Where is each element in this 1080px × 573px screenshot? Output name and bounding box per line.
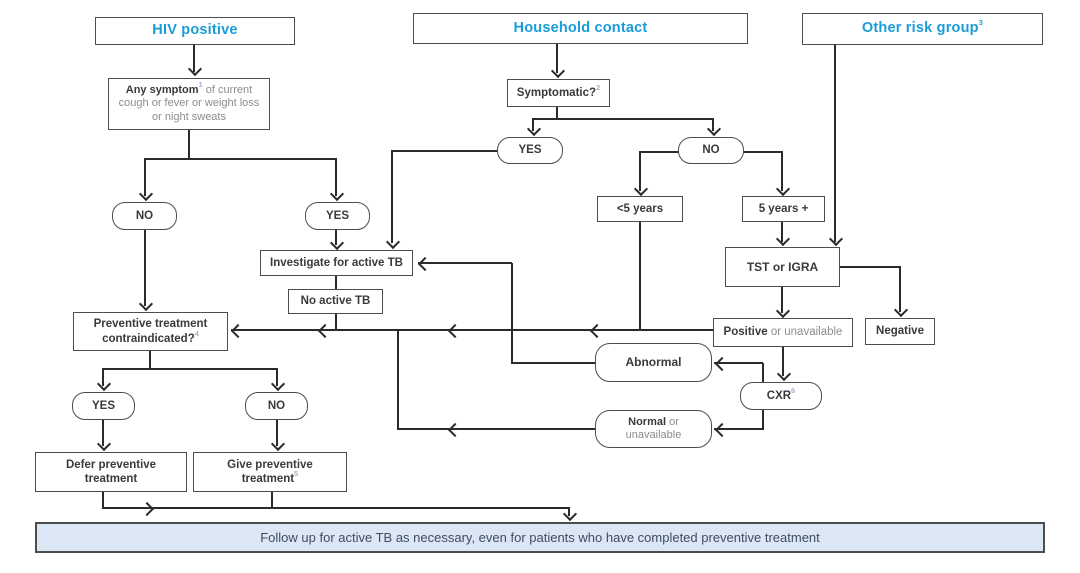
connector-line bbox=[639, 151, 679, 153]
node-contraindicated-yes bbox=[72, 392, 135, 420]
node-symptomatic-no bbox=[678, 137, 744, 164]
arrow-down-icon bbox=[271, 377, 285, 391]
arrow-left-icon bbox=[318, 324, 332, 338]
follow-up-banner-label: Follow up for active TB as necessary, even for patients who have completed preventive treatment bbox=[260, 530, 820, 545]
arrow-right-icon bbox=[140, 502, 154, 516]
arrow-left-icon bbox=[231, 324, 245, 338]
arrow-down-icon bbox=[776, 232, 790, 246]
connector-line bbox=[335, 276, 337, 290]
connector-line bbox=[743, 151, 783, 153]
arrow-down-icon bbox=[634, 182, 648, 196]
node-preventive-contraindicated-label: Preventive treatment contraindicated?$^4$ bbox=[93, 318, 208, 345]
connector-line bbox=[840, 266, 901, 268]
node-normal-or-unavailable bbox=[595, 410, 712, 448]
node-positive-or-unavailable bbox=[713, 318, 853, 347]
arrow-down-icon bbox=[777, 367, 791, 381]
node-any-symptom-yes bbox=[305, 202, 370, 230]
arrow-left-icon bbox=[715, 423, 729, 437]
arrow-down-icon bbox=[386, 235, 400, 249]
node-symptomatic-yes bbox=[497, 137, 563, 164]
node-contraindicated-no bbox=[245, 392, 308, 420]
connector-line bbox=[102, 492, 104, 508]
arrow-down-icon bbox=[188, 62, 202, 76]
connector-line bbox=[762, 363, 764, 383]
node-abnormal bbox=[595, 343, 712, 382]
node-cxr bbox=[740, 382, 822, 410]
node-defer-treatment-label: Defer preventive treatment bbox=[65, 458, 157, 485]
node-hiv-positive bbox=[95, 17, 295, 45]
node-5-years-plus bbox=[742, 196, 825, 222]
arrow-down-icon bbox=[330, 236, 344, 250]
connector-line bbox=[511, 263, 513, 364]
node-any-symptom-no-label: NO bbox=[135, 209, 154, 222]
connector-line bbox=[397, 428, 596, 430]
connector-line bbox=[834, 45, 836, 242]
node-any-symptom-label: Any symptom$^1$ of current cough or fever or weight loss or night sweats bbox=[118, 80, 260, 123]
node-normal-or-unavailable-label: Normal or unavailable bbox=[625, 415, 682, 441]
node-under-5-years-label: <5 years bbox=[616, 202, 664, 215]
connector-line bbox=[144, 158, 337, 160]
arrow-down-icon bbox=[330, 187, 344, 201]
arrow-down-icon bbox=[271, 437, 285, 451]
connector-line bbox=[149, 351, 151, 369]
connector-line bbox=[335, 314, 337, 330]
arrow-down-icon bbox=[707, 122, 721, 136]
node-symptomatic-label: Symptomatic?$^2$ bbox=[516, 83, 601, 99]
connector-line bbox=[188, 130, 190, 160]
arrow-left-icon bbox=[448, 324, 462, 338]
connector-line bbox=[762, 409, 764, 430]
node-preventive-contraindicated bbox=[73, 312, 228, 351]
connector-line bbox=[144, 230, 146, 306]
arrow-down-icon bbox=[776, 304, 790, 318]
node-contraindicated-no-label: NO bbox=[267, 399, 286, 412]
node-hiv-positive-label: HIV positive bbox=[152, 22, 238, 39]
arrow-down-icon bbox=[139, 297, 153, 311]
arrow-down-icon bbox=[894, 303, 908, 317]
arrow-down-icon bbox=[776, 182, 790, 196]
node-give-treatment-label: Give preventive treatment$^5$ bbox=[227, 458, 313, 485]
node-defer-treatment bbox=[35, 452, 187, 492]
node-symptomatic-no-label: NO bbox=[702, 144, 720, 157]
arrow-down-icon bbox=[97, 377, 111, 391]
connector-line bbox=[391, 150, 498, 152]
node-any-symptom bbox=[108, 78, 270, 130]
connector-line bbox=[397, 329, 399, 429]
node-investigate-active-tb-label: Investigate for active TB bbox=[270, 256, 403, 269]
node-negative-label: Negative bbox=[876, 325, 924, 338]
arrow-left-icon bbox=[715, 357, 729, 371]
node-under-5-years bbox=[597, 196, 683, 222]
arrow-down-icon bbox=[829, 232, 843, 246]
connector-line bbox=[231, 329, 714, 331]
connector-line bbox=[391, 150, 393, 243]
node-other-risk-group bbox=[802, 13, 1043, 45]
connector-line bbox=[512, 362, 596, 364]
node-no-active-tb bbox=[288, 289, 383, 314]
arrow-down-icon bbox=[563, 507, 577, 521]
connector-line bbox=[271, 492, 273, 508]
connector-line bbox=[532, 118, 714, 120]
connector-line bbox=[639, 222, 641, 330]
node-negative bbox=[865, 318, 935, 345]
arrow-left-icon bbox=[590, 324, 604, 338]
arrow-left-icon bbox=[418, 257, 432, 271]
connector-line bbox=[102, 507, 570, 509]
node-abnormal-label: Abnormal bbox=[625, 355, 682, 370]
node-contraindicated-yes-label: YES bbox=[91, 399, 115, 412]
node-symptomatic-yes-label: YES bbox=[518, 144, 542, 157]
arrow-down-icon bbox=[551, 64, 565, 78]
node-5-years-plus-label: 5 years + bbox=[758, 202, 809, 215]
node-any-symptom-yes-label: YES bbox=[325, 209, 349, 222]
node-no-active-tb-label: No active TB bbox=[300, 295, 371, 308]
node-household-contact-label: Household contact bbox=[513, 19, 648, 36]
node-give-treatment bbox=[193, 452, 347, 492]
node-tst-or-igra-label: TST or IGRA bbox=[746, 259, 819, 274]
node-positive-or-unavailable-label: Positive or unavailable bbox=[723, 326, 843, 339]
node-any-symptom-no bbox=[112, 202, 177, 230]
arrow-down-icon bbox=[527, 122, 541, 136]
arrow-down-icon bbox=[97, 437, 111, 451]
arrow-left-icon bbox=[448, 423, 462, 437]
node-other-risk-group-label: Other risk group$^3$ bbox=[861, 18, 984, 37]
node-cxr-label: CXR$^6$ bbox=[766, 386, 796, 402]
arrow-down-icon bbox=[139, 187, 153, 201]
node-investigate-active-tb bbox=[260, 250, 413, 276]
connector-line bbox=[102, 368, 278, 370]
node-symptomatic bbox=[507, 79, 610, 107]
follow-up-banner bbox=[35, 522, 1045, 553]
node-tst-or-igra bbox=[725, 247, 840, 287]
node-household-contact bbox=[413, 13, 748, 44]
